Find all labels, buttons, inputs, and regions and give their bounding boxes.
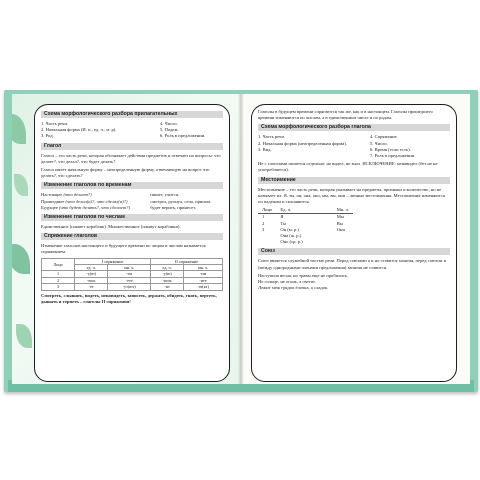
- table-subheader: мн. ч.: [108, 265, 151, 271]
- adj-scheme-list: [41, 121, 223, 140]
- section-title: Местоимение: [258, 177, 450, 184]
- list-item: 2. Начальная форма (неопределенная форма).: [258, 140, 347, 146]
- section-title: Союз: [258, 248, 450, 255]
- leaf-decoration: [12, 244, 30, 274]
- list-item: 7. Роль в предложении.: [370, 153, 416, 159]
- list-item: 2. Начальная форма (И. п., ед. ч., м. р).: [41, 127, 117, 133]
- page-spread: [12, 94, 470, 384]
- list-item: Наступила весна, но травы еще не пробились.: [258, 272, 349, 278]
- list-item: 6. Время (если есть).: [370, 146, 411, 152]
- list-item: 6. Роль в предложении.: [160, 133, 206, 139]
- list-item: 3. Вид.: [258, 146, 272, 152]
- section-title: Спряжение глаголов: [41, 233, 223, 240]
- table-header: Ед. ч.: [276, 207, 306, 214]
- table-subheader: ед. ч.: [151, 265, 184, 271]
- table-row: 1 Я Мы: [262, 214, 344, 220]
- paragraph: Союз является служебной частью речи. Перед союзами а и но ставится запятая, перед союзом и (между однородными членами предложения) запятая не ставится.: [258, 258, 447, 270]
- section-title: Изменение глаголов по числам: [41, 214, 223, 221]
- table-row: Оно (ср. р.): [280, 239, 303, 245]
- conjugation-note: Смотреть, слышать, видеть, ненавидеть, зависеть, держать, обидеть, гнать, вертеть, дышать и терпеть – глаголы II спряжения!: [41, 292, 217, 304]
- list-item: 1. Часть речи.: [41, 121, 69, 126]
- verb-scheme-list: [258, 134, 450, 159]
- table-row: 2 Ты Вы: [262, 220, 343, 226]
- list-item: Не солнце, не огонь, а светит.: [258, 279, 316, 285]
- list-item: 4. Число.: [160, 121, 178, 126]
- section-title: Изменение глаголов по временам: [41, 182, 223, 189]
- paragraph: Глагол имеет начальную форму – неопределенную форму, отвечающую на вопрос что делать?, что сделать?: [41, 167, 210, 179]
- book: [4, 90, 478, 392]
- conjugation-table: [41, 258, 223, 291]
- table-subheader: ед. ч.: [75, 265, 108, 271]
- tense-list: [41, 192, 223, 211]
- table-subheader: мн. ч.: [184, 265, 223, 271]
- right-content-frame: [251, 104, 457, 382]
- table-row: Она (ж. р.): [280, 233, 302, 239]
- right-page: [241, 94, 470, 384]
- left-page: [12, 94, 241, 384]
- section-title: Схема морфологического разбора прилагательных: [41, 111, 223, 118]
- paragraph: Глаголы в будущем времени спрягаются так же, как и в настоящем. Глаголы прошедшего времени изменяются по числам, а в единственном числе и по родам.: [258, 109, 433, 121]
- table-row: 3 Он (м. р.) Они: [262, 226, 345, 232]
- pronoun-table: [258, 207, 353, 245]
- section-title: Глагол: [41, 143, 223, 150]
- list-item: Лежит меж грядок ёлочка, а сладок.: [258, 285, 329, 291]
- leaf-decoration: [16, 324, 32, 348]
- table-row: 2 -ешь -ете -ишь -ите: [42, 277, 223, 283]
- paragraph: Изменение глаголов настоящего и будущего времени по лицам и числам называется спряжением.: [41, 243, 206, 255]
- paragraph: Глагол – это часть речи, которая обозначает действия предметов и отвечает на вопросы: что делает?, что делал?, что будет делать?: [41, 152, 221, 164]
- list-item: Прошедшее (что делал(а)?, что сделал(а)?) смотрел, рухнул, села, пришла.: [41, 198, 212, 204]
- table-header: Лицо: [258, 207, 276, 214]
- list-item: Настоящее (что делает?) пишет, учится.: [41, 192, 180, 198]
- leaf-decoration: [14, 174, 28, 196]
- list-item: 5. Число.: [370, 140, 388, 146]
- union-examples: [258, 273, 450, 292]
- book-gutter: [238, 94, 244, 384]
- table-header: II спряжение: [151, 258, 223, 264]
- list-item: 3. Род.: [41, 133, 54, 139]
- list-item: 5. Падеж.: [160, 127, 179, 133]
- table-header: I спряжение: [75, 258, 151, 264]
- leaf-decoration: [12, 114, 26, 144]
- list-item: 4. Спряжение.: [370, 134, 398, 140]
- paragraph: Не с глаголами пишется отдельно: не видел, не знал. ИСКЛЮЧЕНИЕ: ненавидел (без не не употребляется).: [258, 161, 438, 173]
- table-header: Лицо: [42, 258, 75, 271]
- paragraph: Единственное (плывет кораблик). Множественное (плывут кораблики).: [41, 224, 181, 230]
- paragraph: Местоимение – это часть речи, которая указывает на предметы, признаки и количество, но не называет их. Я, ты, он, она, оно, мы, вы, они – личные местоимения. Местоимения изменяются по падежам и склоняются.: [258, 186, 445, 205]
- section-title: Схема морфологического разбора глагола: [258, 124, 450, 131]
- list-item: 1. Часть речи.: [258, 134, 286, 140]
- table-row: 3 -ет -ут(ют) -ит -ат(ят): [42, 284, 223, 290]
- table-row: 1 -у(ю) -ем -у(ю) -им: [42, 271, 223, 277]
- left-content-frame: [34, 104, 230, 382]
- list-item: Будущее (что будет делать?, что сделает?) будет верить, принесет.: [41, 204, 197, 210]
- table-header: Мн. ч.: [307, 207, 353, 214]
